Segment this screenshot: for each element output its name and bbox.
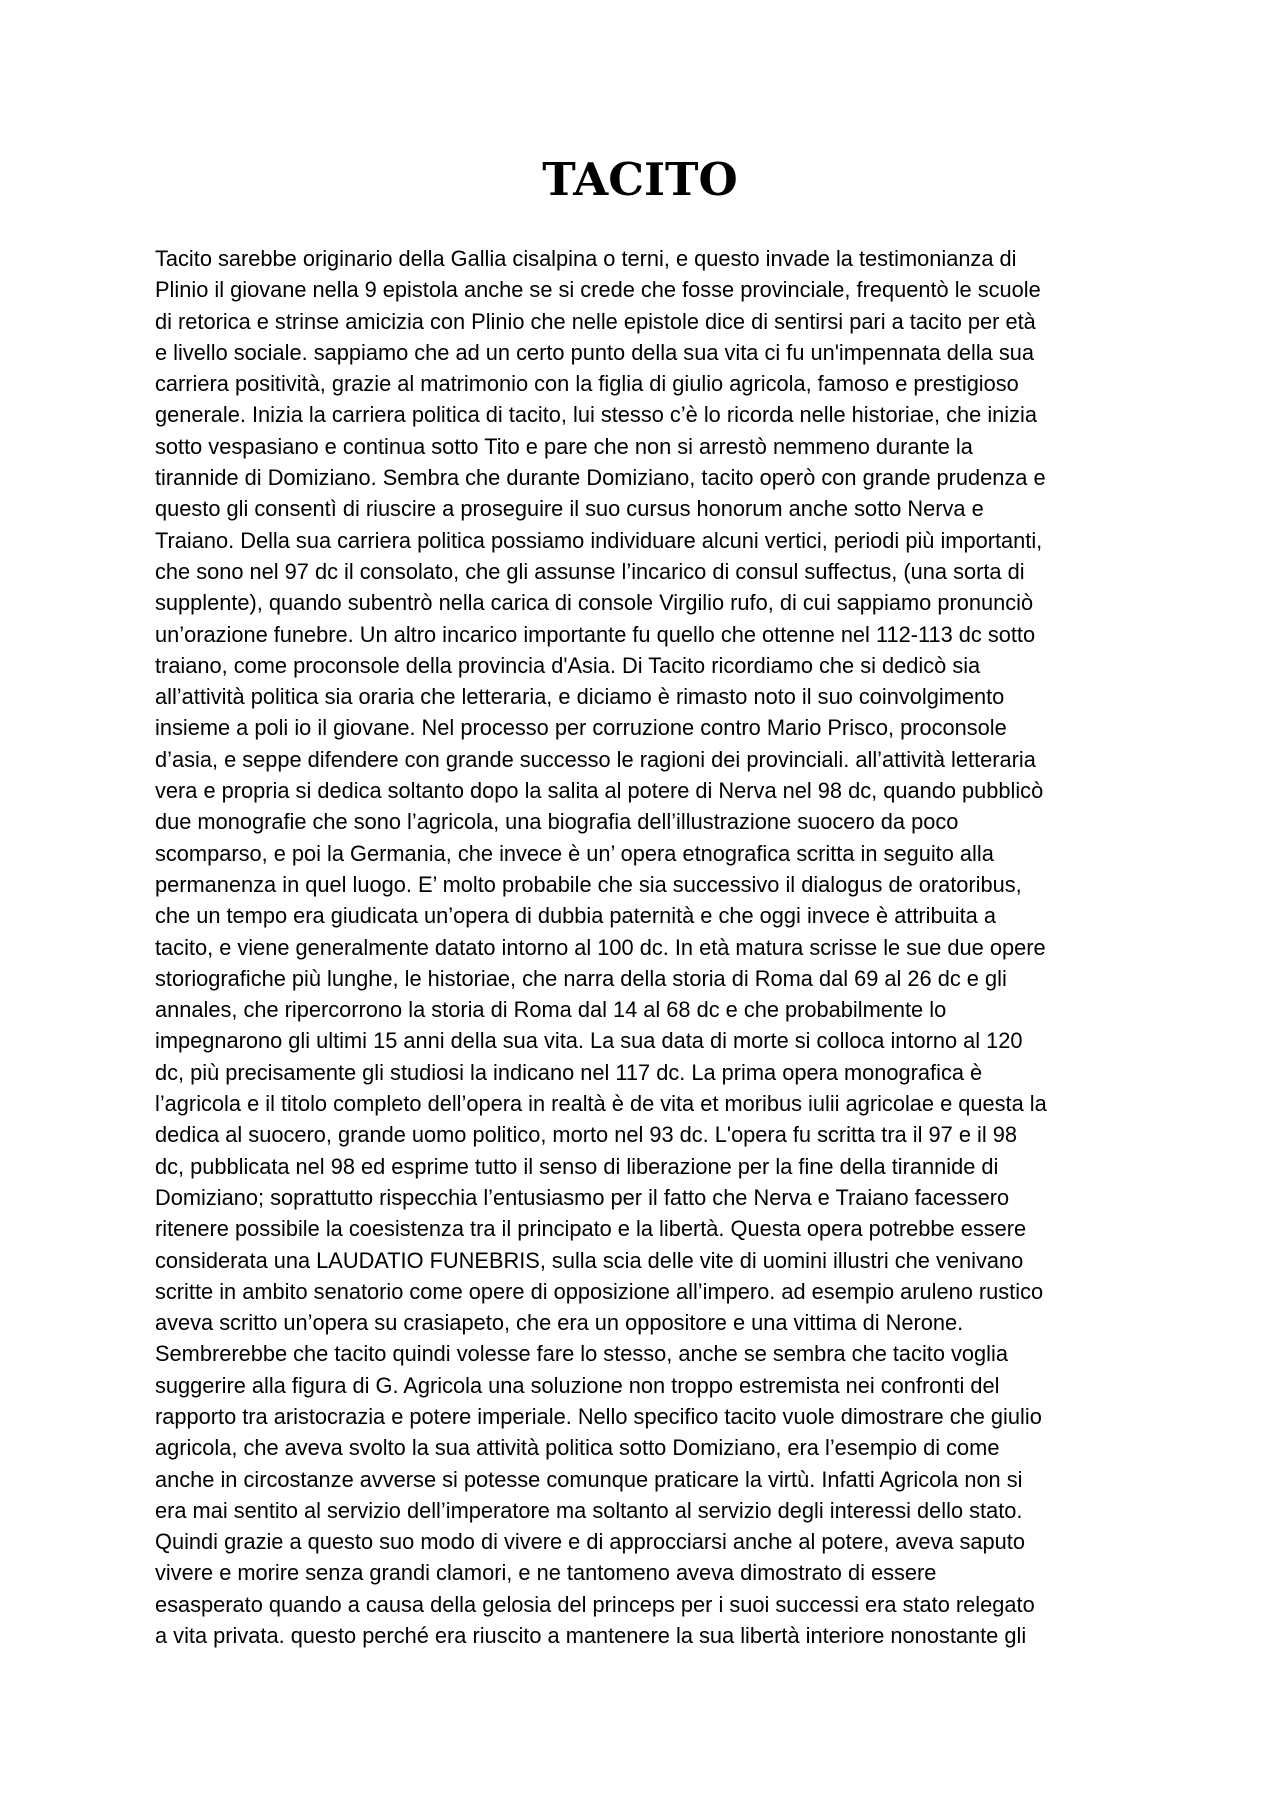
body-line: scritte in ambito senatorio come opere di opposizione all’impero. ad esempio aruleno rustico	[155, 1278, 1044, 1304]
body-line: Quindi grazie a questo suo modo di vivere e di approcciarsi anche al potere, aveva saputo	[155, 1529, 1025, 1555]
body-line: Tacito sarebbe originario della Gallia cisalpina o terni, e questo invade la testimonianza di	[155, 246, 1017, 271]
body-line: due monografie che sono l’agricola, una biografia dell’illustrazione suocero da poco	[155, 809, 959, 835]
body-line: un’orazione funebre. Un altro incarico importante fu quello che ottenne nel 112-113 dc sotto	[155, 621, 1036, 647]
body-line: questo gli consentì di riuscire a proseguire il suo cursus honorum anche sotto Nerva e	[155, 496, 984, 522]
body-line: dedica al suocero, grande uomo politico, morto nel 93 dc. L'opera fu scritta tra il 97 e il 98	[155, 1122, 1017, 1148]
body-line: ritenere possibile la coesistenza tra il principato e la libertà. Questa opera potrebbe essere	[155, 1216, 1027, 1242]
body-line: agricola, che aveva svolto la sua attività politica sotto Domiziano, era l’esempio di come	[155, 1435, 1000, 1461]
body-line: sotto vespasiano e continua sotto Tito e pare che non si arrestò nemmeno durante la	[155, 433, 973, 459]
body-line: suggerire alla figura di G. Agricola una soluzione non troppo estremista nei confronti del	[155, 1372, 1000, 1398]
body-line: vivere e morire senza grandi clamori, e ne tantomeno aveva dimostrato di essere	[155, 1560, 937, 1586]
body-line: d’asia, e seppe difendere con grande successo le ragioni dei provinciali. all’attività letteraria	[155, 746, 1036, 772]
body-line: Domiziano; soprattutto rispecchia l’entusiasmo per il fatto che Nerva e Traiano facessero	[155, 1184, 1010, 1210]
body-line: Sembrerebbe che tacito quindi volesse fare lo stesso, anche se sembra che tacito voglia	[155, 1341, 1008, 1367]
body-line: Plinio il giovane nella 9 epistola anche se si crede che fosse provinciale, frequentò le scuole	[155, 277, 1041, 303]
body-line: dc, pubblicata nel 98 ed esprime tutto il senso di liberazione per la fine della tirannide di	[155, 1153, 999, 1179]
body-line: impegnarono gli ultimi 15 anni della sua vita. La sua data di morte si colloca intorno al 120	[155, 1028, 1023, 1054]
body-line: che un tempo era giudicata un’opera di dubbia paternità e che oggi invece è attribuita a	[155, 903, 996, 929]
body-line: supplente), quando subentrò nella carica di console Virgilio rufo, di cui sappiamo pronunciò	[155, 590, 1034, 616]
body-line: dc, più precisamente gli studiosi la indicano nel 117 dc. La prima opera monografica è	[155, 1059, 983, 1085]
body-line: l’agricola e il titolo completo dell’opera in realtà è de vita et moribus iulii agricolae e questa la	[155, 1091, 1047, 1117]
body-line: Traiano. Della sua carriera politica possiamo individuare alcuni vertici, periodi più importanti,	[155, 527, 1043, 553]
body-line: all’attività politica sia oraria che letteraria, e diciamo è rimasto noto il suo coinvolgimento	[155, 684, 1005, 710]
body-line: scomparso, e poi la Germania, che invece è un’ opera etnografica scritta in seguito alla	[155, 840, 994, 866]
body-line: annales, che ripercorrono la storia di Roma dal 14 al 68 dc e che probabilmente lo	[155, 997, 947, 1023]
body-line: anche in circostanze avverse si potesse comunque praticare la virtù. Infatti Agricola non si	[155, 1466, 1023, 1492]
body-line: carriera positività, grazie al matrimonio con la figlia di giulio agricola, famoso e prestigioso	[155, 371, 1019, 397]
body-line: insieme a poli io il giovane. Nel processo per corruzione contro Mario Prisco, proconsole	[155, 715, 1007, 741]
body-line: permanenza in quel luogo. E’ molto probabile che sia successivo il dialogus de oratoribus,	[155, 871, 1022, 897]
document-title: TACITO	[542, 153, 738, 206]
body-line: considerata una LAUDATIO FUNEBRIS, sulla scia delle vite di uomini illustri che venivano	[155, 1247, 1024, 1273]
body-line: vera e propria si dedica soltanto dopo la salita al potere di Nerva nel 98 dc, quando pubblicò	[155, 778, 1044, 804]
body-line: aveva scritto un’opera su crasiapeto, che era un oppositore e una vittima di Nerone.	[155, 1310, 964, 1336]
body-line: che sono nel 97 dc il consolato, che gli assunse l’incarico di consul suffectus, (una sorta di	[155, 558, 1025, 584]
body-line: generale. Inizia la carriera politica di tacito, lui stesso c’è lo ricorda nelle historiae, che inizia	[155, 402, 1037, 428]
body-line: a vita privata. questo perché era riuscito a mantenere la sua libertà interiore nonostante gli	[155, 1623, 1027, 1649]
body-line: era mai sentito al servizio dell’imperatore ma soltanto al servizio degli interessi dello stato.	[155, 1497, 1023, 1523]
document-body	[155, 243, 1135, 1651]
body-line: esasperato quando a causa della gelosia del princeps per i suoi successi era stato relegato	[155, 1591, 1035, 1617]
body-line: rapporto tra aristocrazia e potere imperiale. Nello specifico tacito vuole dimostrare che giulio	[155, 1403, 1042, 1429]
body-line: traiano, come proconsole della provincia d'Asia. Di Tacito ricordiamo che si dedicò sia	[155, 652, 981, 678]
body-line: tacito, e viene generalmente datato intorno al 100 dc. In età matura scrisse le sue due opere	[155, 934, 1046, 960]
body-line: di retorica e strinse amicizia con Plinio che nelle epistole dice di sentirsi pari a tacito per età	[155, 308, 1036, 334]
body-line: e livello sociale. sappiamo che ad un certo punto della sua vita ci fu un'impennata della sua	[155, 339, 1035, 365]
body-line: tirannide di Domiziano. Sembra che durante Domiziano, tacito operò con grande prudenza e	[155, 465, 1046, 491]
body-line: storiografiche più lunghe, le historiae, che narra della storia di Roma dal 69 al 26 dc e gli	[155, 965, 1007, 991]
